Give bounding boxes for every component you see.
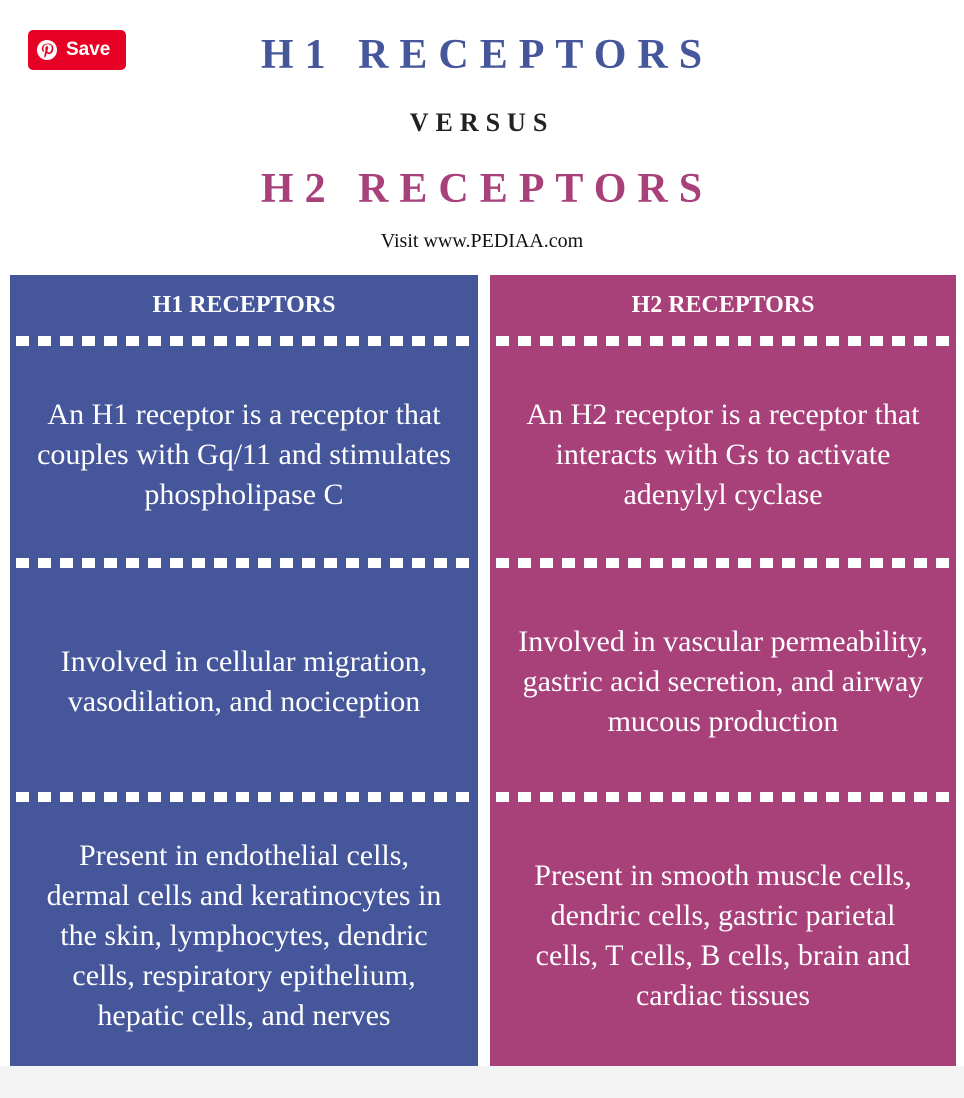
- h2-column-header: H2 RECEPTORS: [631, 291, 815, 318]
- h2-function-cell: Involved in vascular permeability, gastric acid secretion, and airway mucous production: [518, 625, 928, 738]
- dotted-divider: [16, 792, 472, 802]
- title-h1-receptors: H1 RECEPTORS: [260, 32, 714, 78]
- title-h2-receptors: H2 RECEPTORS: [260, 166, 714, 212]
- dotted-divider: [16, 558, 472, 568]
- dotted-divider: [16, 336, 472, 346]
- source-credit: Visit www.PEDIAA.com: [380, 230, 584, 252]
- h1-column-header: H1 RECEPTORS: [152, 291, 336, 318]
- h1-column: [10, 275, 478, 1066]
- bottom-strip: [0, 1066, 964, 1098]
- h1-definition-cell: An H1 receptor is a receptor that couples with Gq/11 and stimulates phospholipase C: [37, 398, 451, 511]
- h2-definition-cell: An H2 receptor is a receptor that interacts with Gs to activate adenylyl cyclase: [526, 398, 920, 511]
- dotted-divider: [496, 558, 950, 568]
- h2-column: [490, 275, 956, 1066]
- h2-location-cell: Present in smooth muscle cells, dendric cells, gastric parietal cells, T cells, B cells, brain and cardiac tissues: [534, 859, 912, 1012]
- title-versus: VERSUS: [409, 108, 555, 137]
- h1-location-cell: Present in endothelial cells, dermal cells and keratinocytes in the skin, lymphocytes, dendric cells, respiratory epithelium, hepatic cells, and nerves: [46, 839, 442, 1032]
- dotted-divider: [496, 336, 950, 346]
- dotted-divider: [496, 792, 950, 802]
- save-label: Save: [66, 39, 111, 60]
- h1-function-cell: Involved in cellular migration, vasodilation, and nociception: [60, 645, 428, 718]
